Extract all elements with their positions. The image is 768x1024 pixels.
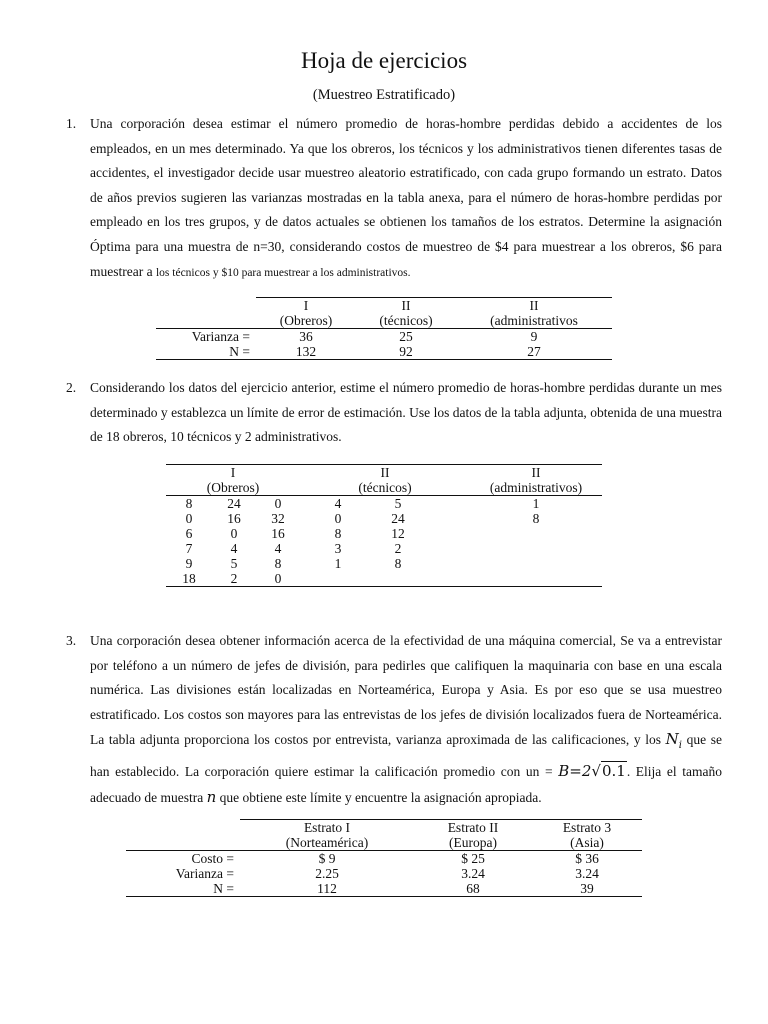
table-q2	[166, 464, 602, 587]
table-cell: 24	[391, 511, 405, 526]
table-row	[126, 881, 642, 897]
table-cell	[300, 571, 376, 587]
table-cell: 9	[185, 556, 193, 571]
table-cell: 3.24	[461, 866, 485, 881]
table-cell: 16	[271, 526, 285, 541]
table-row	[166, 526, 602, 541]
table-cell: 39	[532, 881, 642, 897]
table-cell: 68	[414, 881, 532, 897]
table-cell: 0	[256, 496, 300, 512]
table-header-cell: Estrato I	[240, 820, 414, 836]
page-title: Hoja de ejercicios	[300, 48, 468, 73]
table-cell: 7	[185, 541, 193, 556]
table-cell: 2.25	[315, 866, 339, 881]
table-cell: 1	[334, 556, 342, 571]
table-cell: $ 25	[414, 851, 532, 867]
table-cell: 92	[356, 344, 456, 360]
table-cell: 4	[300, 496, 376, 512]
table-header-cell: (Obreros)	[206, 480, 260, 495]
table-row	[166, 511, 602, 526]
row-label: Costo =	[126, 851, 240, 867]
math-Ni: $N_i$	[665, 730, 682, 752]
table-cell: 32	[271, 511, 285, 526]
table-header-cell: II	[300, 465, 470, 481]
table-cell: 6	[185, 526, 193, 541]
table-cell: 27	[456, 344, 612, 360]
table-header-cell: (administrativos)	[489, 480, 583, 495]
table-cell: 12	[391, 526, 405, 541]
math-n: n	[206, 787, 217, 806]
table-header-cell: (Asia)	[570, 835, 604, 850]
table-header-cell: (técnicos)	[358, 480, 412, 495]
table-header-cell: Estrato 3	[532, 820, 642, 836]
table-row	[166, 556, 602, 571]
question-text-main: Una corporación desea estimar el número promedio de horas-hombre perdidas debido a accidentes de los empleados, en un mes determinado. Ya que los obreros, los técnicos y los administrativos tienen diferentes tasas de accidentes, el investigador decide usar muestreo aleatorio estratificado, con cada grupo formando un estrato. Datos de años previos sugieren las varianzas mostradas en la tabla anexa, para el número de horas-hombre perdidas por empleado en los tres grupos, y de datos actuales se obtienen los tamaños de los estratos. Determine la asignación Óptima para una muestra de n=30, considerando costos de muestreo de $4 para muestrear a los obreros, $6 para muestrear a	[90, 116, 722, 279]
table-cell: 112	[240, 881, 414, 897]
row-label: N =	[156, 344, 256, 360]
table-q3	[126, 819, 642, 897]
question-text-a: Una corporación desea obtener información acerca de la efectividad de una máquina comercial, Se va a entrevistar por teléfono a un número de jefes de división, para pedirles que califiquen la maquinaria con base en una escala numérica. Las divisiones están localizadas en Norteamérica, Europa y Asia. Es por eso que se usa muestreo estratificado. Los costos son mayores para las entrevistas de los jefes de división localizados fuera de Norteamérica. La tabla adjunta proporciona los costos por entrevista, varianza aproximada de las calificaciones, y los	[90, 633, 722, 748]
table-header-cell: (técnicos)	[379, 313, 433, 328]
question-text-d: que obtiene este límite y encuentre la asignación apropiada.	[219, 789, 542, 805]
table-cell: $ 9	[240, 851, 414, 867]
question-text-small: los técnicos y $10 para muestrear a los administrativos.	[155, 266, 411, 279]
question-text: Considerando los datos del ejercicio anterior, estime el número promedio de horas-hombre perdidas durante un mes determinado y establezca un límite de error de estimación. Use los datos de la tabla adjunta, obtenida de una muestra de 18 obreros, 10 técnicos y 2 administrativos.	[90, 380, 722, 445]
table-cell: 5	[376, 496, 420, 512]
table-cell: 0	[256, 571, 300, 587]
table-row	[156, 344, 612, 360]
row-label: N =	[126, 881, 240, 897]
table-row	[156, 329, 612, 345]
table-cell: 2	[212, 571, 256, 587]
table-cell: 18	[166, 571, 212, 587]
page-subtitle: (Muestreo Estratificado)	[312, 87, 456, 103]
table-cell: 1	[470, 496, 602, 512]
table-cell: 3	[334, 541, 342, 556]
table-cell: 4	[274, 541, 282, 556]
table-cell: 8	[166, 496, 212, 512]
table-header-cell: II	[356, 298, 456, 314]
question-number: 3.	[66, 633, 77, 648]
row-label: Varianza =	[175, 866, 234, 881]
table-cell: 8	[394, 556, 402, 571]
table-row	[166, 571, 602, 587]
table-cell: 8	[532, 511, 540, 526]
table-row	[126, 851, 642, 867]
table-header-cell: II	[456, 298, 612, 314]
table-cell	[470, 556, 602, 571]
table-header-cell: II	[470, 465, 602, 481]
table-cell	[376, 571, 420, 587]
table-cell: 4	[230, 541, 238, 556]
question-text	[90, 112, 722, 285]
table-cell: $ 36	[532, 851, 642, 867]
table-cell: 0	[334, 511, 342, 526]
table-cell: 24	[212, 496, 256, 512]
table-row	[166, 496, 602, 512]
table-cell: 8	[274, 556, 282, 571]
table-header-cell: (Norteamérica)	[285, 835, 369, 850]
table-cell	[470, 541, 602, 556]
table-row	[126, 866, 642, 881]
table-cell	[470, 571, 602, 587]
table-row	[166, 541, 602, 556]
table-header-cell: (Obreros)	[279, 313, 333, 328]
table-cell: 0	[185, 511, 193, 526]
table-cell: 2	[394, 541, 402, 556]
table-cell: 9	[456, 329, 612, 345]
table-cell: 8	[334, 526, 342, 541]
table-cell: 16	[227, 511, 241, 526]
table-cell: 36	[256, 329, 356, 345]
question-text-c: . Elija el tamaño adecuado de muestra	[90, 763, 723, 805]
table-cell: 0	[230, 526, 238, 541]
row-label: Varianza =	[156, 329, 256, 345]
question-text	[90, 629, 722, 810]
question-text-b: que se han establecido. La corporación quiere estimar la calificación promedio con un =	[90, 732, 723, 779]
table-cell: 25	[356, 329, 456, 345]
table-header-cell: (administrativos	[490, 313, 578, 328]
question-number: 2.	[66, 380, 77, 395]
table-q1	[156, 297, 612, 360]
table-cell: 5	[230, 556, 238, 571]
table-cell: 132	[256, 344, 356, 360]
table-header-cell: (Europa)	[449, 835, 497, 850]
table-header-cell: I	[166, 465, 300, 481]
math-bound: B=2√0.1	[558, 761, 626, 780]
table-header-cell: I	[256, 298, 356, 314]
table-header-cell: Estrato II	[414, 820, 532, 836]
question-number: 1.	[66, 116, 77, 131]
table-cell: 3.24	[575, 866, 599, 881]
table-cell	[470, 526, 602, 541]
